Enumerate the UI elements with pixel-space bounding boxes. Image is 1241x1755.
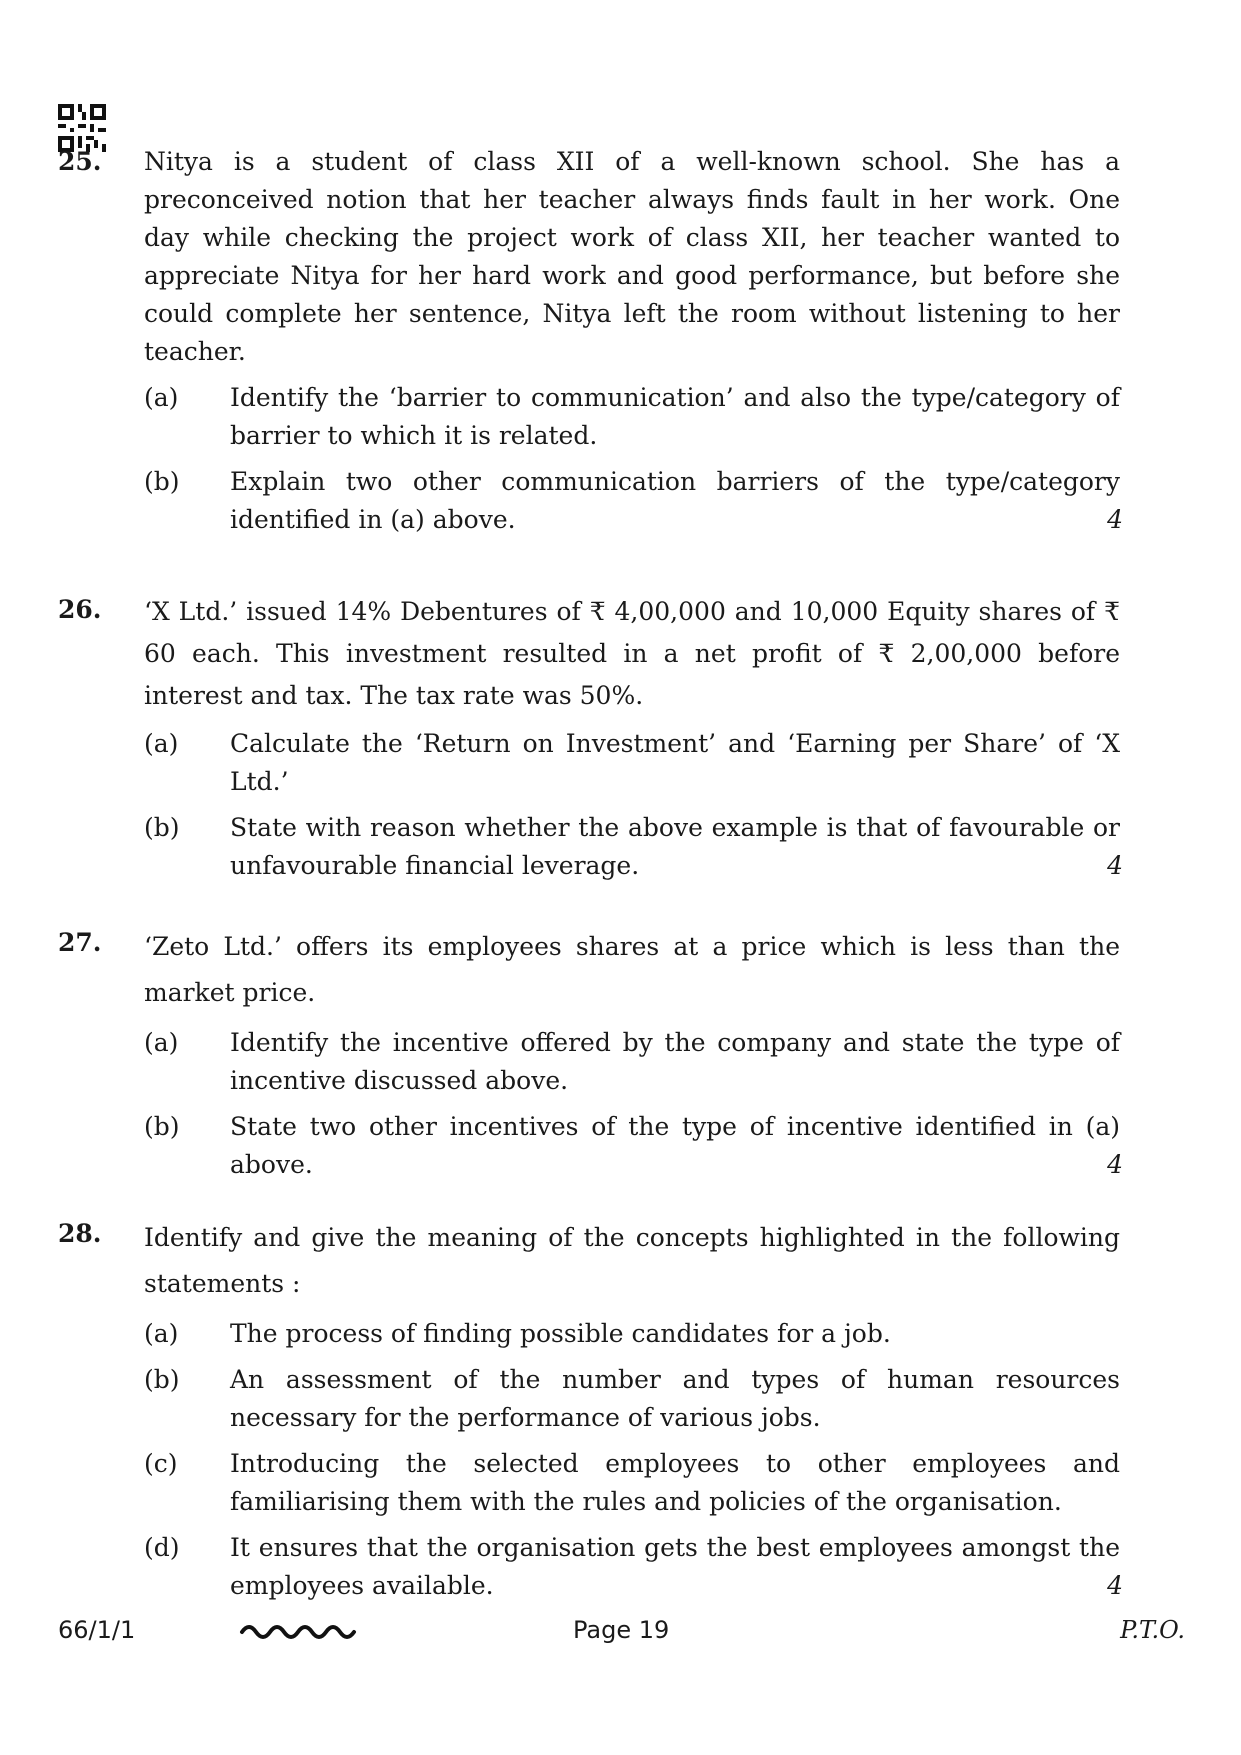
question-part <box>144 379 1120 455</box>
part-text: Identify the incentive offered by the company and state the type of incentive discussed above. <box>230 1028 1120 1095</box>
please-turn-over: P.T.O. <box>1120 1616 1185 1644</box>
part-label: (b) <box>144 813 180 842</box>
question-28 <box>58 1215 1123 1605</box>
page-number: Page 19 <box>573 1616 670 1644</box>
part-text: Calculate the ‘Return on Investment’ and ‘Earning per Share’ of ‘X Ltd.’ <box>230 729 1120 796</box>
marks: 4 <box>1107 1571 1123 1600</box>
part-label: (a) <box>144 1028 179 1057</box>
question-part <box>144 1529 1123 1605</box>
part-label: (d) <box>144 1533 180 1562</box>
question-27 <box>58 924 1123 1184</box>
part-text: State with reason whether the above example is that of favourable or unfavourable financial leverage. <box>230 813 1120 880</box>
question-part <box>144 809 1123 885</box>
part-text: An assessment of the number and types of human resources necessary for the performance of various jobs. <box>230 1365 1120 1432</box>
question-part <box>144 463 1123 539</box>
page-footer <box>58 1610 1185 1650</box>
part-text: State two other incentives of the type of incentive identified in (a) above. <box>230 1112 1120 1179</box>
tilde-ornament-icon <box>238 1614 358 1642</box>
paper-code: 66/1/1 <box>58 1616 136 1644</box>
question-number: 27. <box>58 928 102 957</box>
question-text: Identify and give the meaning of the concepts highlighted in the following statements : <box>144 1223 1120 1298</box>
part-label: (b) <box>144 1112 180 1141</box>
part-label: (a) <box>144 729 179 758</box>
marks: 4 <box>1107 851 1123 880</box>
question-number: 28. <box>58 1219 102 1248</box>
question-part <box>144 725 1120 801</box>
question-part <box>144 1361 1120 1437</box>
part-label: (c) <box>144 1449 178 1478</box>
part-text: Explain two other communication barriers of the type/category identified in (a) above. <box>230 467 1120 534</box>
question-26 <box>58 591 1123 885</box>
question-text: ‘X Ltd.’ issued 14% Debentures of ₹ 4,00,000 and 10,000 Equity shares of ₹ 60 each. This investment resulted in a net profit of ₹ 2,00,000 before interest and tax. The tax rate was 50%. <box>144 597 1120 710</box>
part-label: (b) <box>144 1365 180 1394</box>
question-number: 25. <box>58 147 102 176</box>
question-part <box>144 1024 1120 1100</box>
question-part <box>144 1315 1120 1353</box>
part-text: Introducing the selected employees to other employees and familiarising them with the rules and policies of the organisation. <box>230 1449 1120 1516</box>
part-text: Identify the ‘barrier to communication’ and also the type/category of barrier to which it is related. <box>230 383 1120 450</box>
question-25 <box>58 143 1123 539</box>
question-part <box>144 1445 1120 1521</box>
marks: 4 <box>1107 505 1123 534</box>
question-number: 26. <box>58 595 102 624</box>
question-text: Nitya is a student of class XII of a well-known school. She has a preconceived notion that her teacher always finds fault in her work. One day while checking the project work of class XII, her teacher wanted to appreciate Nitya for her hard work and good performance, but before she could complete her sentence, Nitya left the room without listening to her teacher. <box>144 147 1120 366</box>
part-label: (b) <box>144 467 180 496</box>
part-text: The process of finding possible candidates for a job. <box>230 1319 891 1348</box>
part-text: It ensures that the organisation gets the best employees amongst the employees available. <box>230 1533 1120 1600</box>
question-text: ‘Zeto Ltd.’ offers its employees shares at a price which is less than the market price. <box>144 932 1120 1007</box>
marks: 4 <box>1107 1150 1123 1179</box>
part-label: (a) <box>144 383 179 412</box>
question-part <box>144 1108 1123 1184</box>
part-label: (a) <box>144 1319 179 1348</box>
